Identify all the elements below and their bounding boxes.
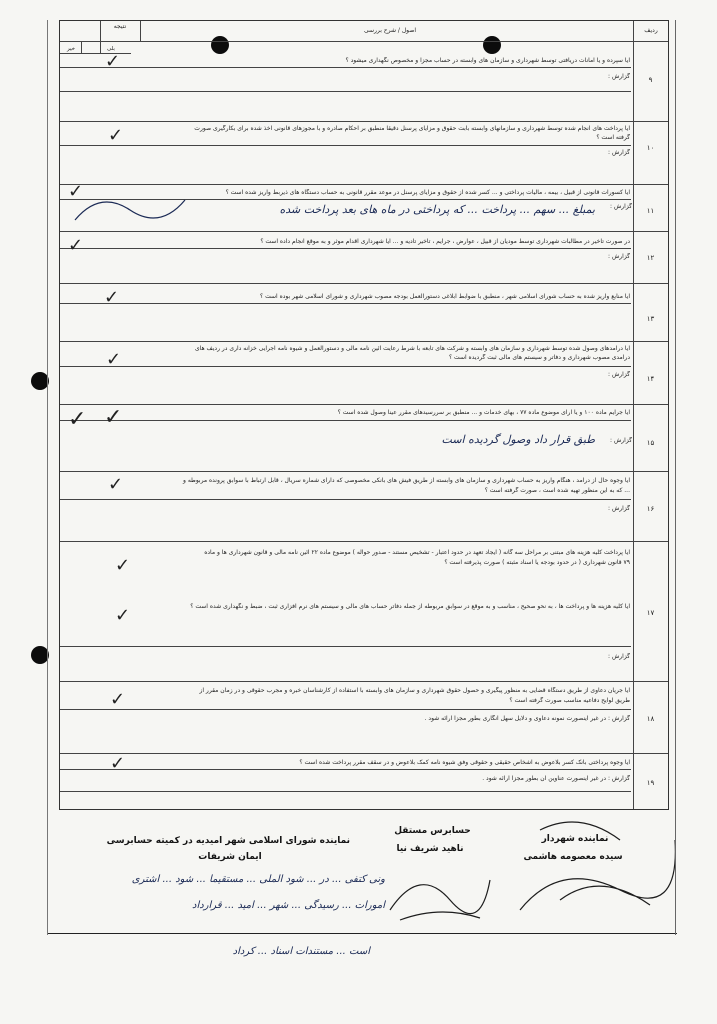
row-19-question: آیا وجوه پرداختی بانک کسر بلاعوض به اشخاص حقیقی و حقوقی وفق شیوه نامه کمک بلاعوض و در سقف مقرر پرداخت شده است ؟ [299, 759, 630, 766]
checkmark-icon: ✓ [104, 405, 123, 430]
row-13-report [145, 308, 630, 316]
checkmark-icon: ✓ [115, 555, 131, 576]
checkmark-icon: ✓ [68, 181, 84, 202]
row-10-number: ۱۰ [646, 144, 655, 152]
checkmark-icon: ✓ [108, 474, 124, 495]
mayor-signature [500, 800, 680, 920]
checkmark-icon: ✓ [106, 349, 122, 370]
page-bottom-border [47, 933, 677, 934]
row-11-number: ۱۱ [646, 207, 655, 215]
row-14-number: ۱۴ [646, 375, 655, 383]
checkmark-icon: ✓ [105, 51, 121, 72]
row-17-number: ۱۷ [646, 609, 655, 617]
row-10-question-line1: آیا پرداخت های انجام شده توسط شهرداری و سازمانهای وابسته بابت حقوق و مزایای پرسنل دقیقا منطبق بر احکام صادره و با مجوزهای قانونی اخذ شده برای بکارگیری صورت [194, 125, 630, 132]
row-14-question-line1: آیا درآمدهای وصول شده توسط شهرداری و سازمان های وابسته و شرکت های تابعه با شرط رعایت آئین نامه مالی و دستورالعمل و شیوه نامه اجرایی خزانه داری در ردیف های [194, 345, 630, 352]
row-18-number: ۱۸ [646, 715, 655, 723]
row-19-report: گزارش : در غیر اینصورت عناوین آن بطور مجزا ارائه شود . [482, 775, 630, 782]
row-16-number: ۱۶ [646, 505, 655, 513]
row-19-number: ۱۹ [646, 779, 655, 787]
audit-checklist-table [59, 20, 669, 810]
row-18-question-line2: طریق لوایح دفاعیه مناسب صورت گرفته است ؟ [509, 697, 630, 704]
column-header-yes: بلی [107, 46, 115, 52]
handwritten-comment-line2: امورات ... رسیدگی ... شهر ... امید ... قرارداد [192, 900, 385, 911]
page-left-border [47, 20, 48, 935]
checkmark-icon: ✓ [110, 689, 126, 710]
row-13-question: آیا منابع واریز شده به حساب شورای اسلامی شهر ، منطبق با ضوابط ابلاغی دستورالعمل بودجه مصوب شهرداری و شورای اسلامی شهر بوده است ؟ [259, 293, 630, 300]
row-15-report: گزارش : [610, 437, 632, 444]
row-11-question: آیا کسورات قانونی از قبیل ، بیمه ، مالیات پرداختی و ... کسر شده از حقوق و مزایای پرسنل در موعد مقرر قانونی به حساب دستگاه های ذیربط واریز شده است ؟ [225, 189, 630, 196]
row-16-report: گزارش : [608, 505, 630, 512]
row-18-report: گزارش : در غیر اینصورت نمونه دعاوی و دلایل سهل انگاری بطور مجزا ارائه شود . [424, 715, 630, 722]
column-header-result: نتیجه [113, 23, 127, 30]
row-9-report: گزارش : [608, 73, 630, 80]
handwriting-scribble [70, 180, 190, 240]
row-9-number: ۹ [648, 76, 653, 84]
row-10-report: گزارش : [608, 149, 630, 156]
mayor-representative-title: نماینده شهردار [541, 834, 609, 844]
row-9-question: آیا سپرده و یا امانات دریافتی توسط شهرداری و سازمان های وابسته در حساب مجزا و مخصوص نگهداری میشود ؟ [345, 57, 630, 64]
row-12-number: ۱۲ [646, 254, 655, 262]
row-17-report: گزارش : [608, 653, 630, 660]
handwritten-comment-line3: است ... مستندات اسناد ... کرداد [232, 946, 370, 957]
independent-auditor-title: حسابرس مستقل [394, 826, 471, 836]
row-11-handwritten-note: بمبلغ ... سهم ... پرداخت ... که پرداختی در ماه های بعد پرداخت شده [279, 203, 595, 216]
row-12-question: در صورت تاخیر در مطالبات شهرداری توسط مودیان از قبیل ، عوارض ، جرایم ، تاخیر تادیه و ... آیا شهرداری اقدام موثر و به موقع انجام داده است ؟ [260, 238, 630, 245]
row-11-report: گزارش : [610, 203, 632, 210]
row-14-question-line2: درآمدی مصوب شهرداری و دفاتر و سیستم های مالی ثبت گردیده است ؟ [448, 354, 630, 361]
column-header-no: خیر [66, 46, 76, 52]
row-15-question: آیا جرایم ماده ۱۰۰ و یا آرای موضوع ماده ۷۷ ، بهای خدمات و ... منطبق بر سررسیدهای مقرر عینا وصول شده است ؟ [337, 409, 630, 416]
column-header-number: ردیف [644, 27, 658, 34]
row-10-question-line2: گرفته است ؟ [596, 134, 630, 141]
checkmark-icon: ✓ [68, 407, 87, 432]
checkmark-icon: ✓ [115, 605, 131, 626]
row-17-question-line2: ۷۹ قانون شهرداری ( در حدود بودجه یا اسناد مثبته ) صورت پذیرفته است ؟ [444, 559, 630, 566]
page-right-border [675, 20, 676, 935]
checkmark-icon: ✓ [104, 287, 120, 308]
column-header-description: اصول / شرح بررسی [363, 27, 417, 34]
row-13-number: ۱۳ [646, 315, 655, 323]
row-16-question-line2: ... که به این منظور تهیه شده است ، صورت گرفته است ؟ [484, 487, 630, 494]
council-representative-name: ایمان شریفات [198, 852, 262, 862]
mayor-representative-name: سیده معصومه هاشمی [523, 852, 623, 862]
checkmark-icon: ✓ [108, 125, 124, 146]
row-15-number: ۱۵ [646, 439, 655, 447]
row-17-question-line1: آیا پرداخت کلیه هزینه های مبتنی بر مراحل سه گانه ( ایجاد تعهد در حدود اعتبار - تشخیص مستند - صدور حواله ) موضوع ماده ۲۲ آئین نامه مالی و قانون شهرداری ها و ماده [204, 549, 630, 556]
row-18-question-line1: آیا جریان دعاوی از طریق دستگاه قضایی به منظور پیگیری و حصول حقوق شهرداری و سازمان های وابسته با استفاده از کارشناسان خبره و مجرب حقوقی و در زمان مقرر از [199, 687, 630, 694]
council-representative-title: نماینده شورای اسلامی شهر امیدیه در کمیته حسابرسی [106, 836, 350, 846]
checkmark-icon: ✓ [68, 235, 84, 256]
checkmark-icon: ✓ [110, 753, 126, 774]
row-16-question-line1: آیا وجوه حال از درآمد ، هنگام واریز به حساب شهرداری و سازمان های وابسته از طریق فیش های بانکی مخصوصی که دارای شماره سریال ، قابل ارتباط با سوابق پرونده مربوطه و [183, 477, 630, 484]
row-15-handwritten-note: طبق قرار داد وصول گردیده است [441, 433, 595, 446]
row-12-report: گزارش : [608, 253, 630, 260]
independent-auditor-name: ناهید شریف نیا [396, 844, 464, 854]
auditor-signature [380, 860, 500, 930]
row-14-report: گزارش : [608, 371, 630, 378]
handwritten-comment-line1: ونی کتفی ... در ... شود الملی ... مستقیما ... شود ... اشتری [131, 874, 385, 885]
row-17-question2: آیا کلیه هزینه ها و پرداخت ها ، به نحو صحیح ، مناسب و به موقع در سوابق مربوطه از جمله دفاتر حساب های مالی و سیستم های نرم افزاری ثبت ، ضبط و نگهداری شده است ؟ [190, 603, 630, 610]
